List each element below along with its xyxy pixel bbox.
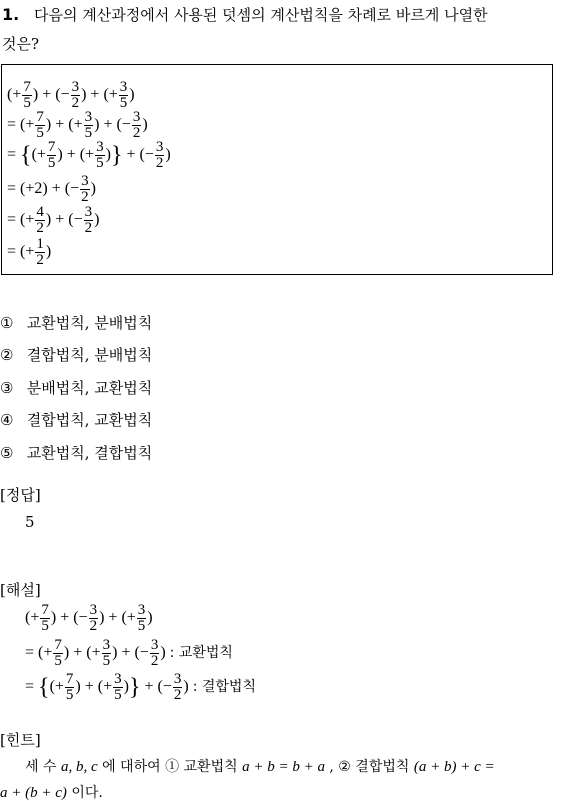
explanation-label: [해설] (0, 581, 41, 599)
explanation-line-1: (+ $\frac{7}{5}$ ) + (− $\frac{3}{2}$ ) + (+ $\frac{3}{5}$ ) (25, 602, 153, 634)
calc-line-6: = (+ $\frac{1}{2}$ ) (7, 236, 52, 268)
explanation-line-2: = (+ $\frac{7}{5}$ ) + (+ $\frac{3}{5}$ ) + (− $\frac{3}{2}$ ) : 교환법칙 (25, 637, 233, 669)
fraction: $\frac{7}{5}$ (65, 671, 74, 703)
fraction: $\frac{3}{5}$ (137, 602, 146, 634)
question-number: 1. (2, 5, 20, 24)
calc-line-2: = (+ $\frac{7}{5}$ ) + (+ $\frac{3}{5}$ ) + (− $\frac{3}{2}$ ) (7, 109, 148, 141)
question-text: 다음의 계산과정에서 사용된 덧셈의 계산법칙을 차례로 바르게 나열한 (34, 6, 488, 24)
fraction: $\frac{1}{2}$ (36, 236, 44, 268)
fraction: $\frac{3}{2}$ (71, 79, 80, 111)
answer-label: [정답] (0, 486, 41, 504)
explanation-line-3: = {(+ $\frac{7}{5}$ ) + (+ $\frac{3}{5}$ )} + (− $\frac{3}{2}$ ) : 결합법칙 (25, 671, 256, 703)
hint-line-1: 세 수 a, b, c 에 대하여 ① 교환법칙 a + b = b + a , ② 결합법칙 (a + b) + c = (25, 759, 495, 775)
fraction: $\frac{3}{2}$ (173, 671, 182, 703)
note-associative: : 결합법칙 (192, 679, 256, 696)
fraction: $\frac{7}{5}$ (36, 109, 44, 141)
fraction: $\frac{3}{2}$ (150, 637, 159, 669)
fraction: $\frac{3}{2}$ (155, 139, 164, 171)
choice-4[interactable]: ④ 결합법칙, 교환법칙 (0, 411, 153, 429)
calc-line-1: (+ $\frac{7}{5}$ ) + (− $\frac{3}{2}$ ) + (+ $\frac{3}{5}$ ) (7, 79, 135, 111)
choice-2[interactable]: ② 결합법칙, 분배법칙 (0, 346, 153, 364)
fraction: $\frac{3}{5}$ (119, 79, 128, 111)
fraction: $\frac{3}{5}$ (84, 109, 93, 141)
fraction: $\frac{3}{2}$ (81, 173, 89, 205)
question-line-2 (2, 37, 39, 52)
question-text-cont: 것은? (2, 35, 40, 53)
calc-line-4: = (+2) + (− $\frac{3}{2}$ ) (7, 173, 96, 205)
answer-value: 5 (25, 513, 35, 531)
choice-1[interactable]: ① 교환법칙, 분배법칙 (0, 314, 153, 332)
fraction: $\frac{7}{5}$ (23, 79, 31, 111)
calc-line-3: = {(+ $\frac{7}{5}$ ) + (+ $\frac{3}{5}$ )} + (− $\frac{3}{2}$ ) (7, 139, 171, 171)
note-commutative: : 교환법칙 (169, 645, 233, 662)
fraction: $\frac{4}{2}$ (36, 204, 44, 236)
fraction: $\frac{7}{5}$ (54, 637, 62, 669)
fraction: $\frac{3}{5}$ (102, 637, 111, 669)
fraction: $\frac{3}{2}$ (89, 602, 98, 634)
fraction: $\frac{3}{2}$ (84, 204, 93, 236)
hint-line-2: a + (b + c) 이다. (0, 785, 103, 801)
fraction: $\frac{3}{5}$ (96, 139, 104, 171)
question-line-1 (2, 7, 488, 23)
choice-3[interactable]: ③ 분배법칙, 교환법칙 (0, 379, 153, 397)
fraction: $\frac{7}{5}$ (41, 602, 49, 634)
fraction: $\frac{3}{2}$ (132, 109, 141, 141)
calc-line-5: = (+ $\frac{4}{2}$ ) + (− $\frac{3}{2}$ ) (7, 204, 100, 236)
choice-5[interactable]: ⑤ 교환법칙, 결합법칙 (0, 444, 153, 462)
hint-label: [힌트] (0, 731, 41, 749)
fraction: $\frac{7}{5}$ (47, 139, 56, 171)
fraction: $\frac{3}{5}$ (114, 671, 122, 703)
